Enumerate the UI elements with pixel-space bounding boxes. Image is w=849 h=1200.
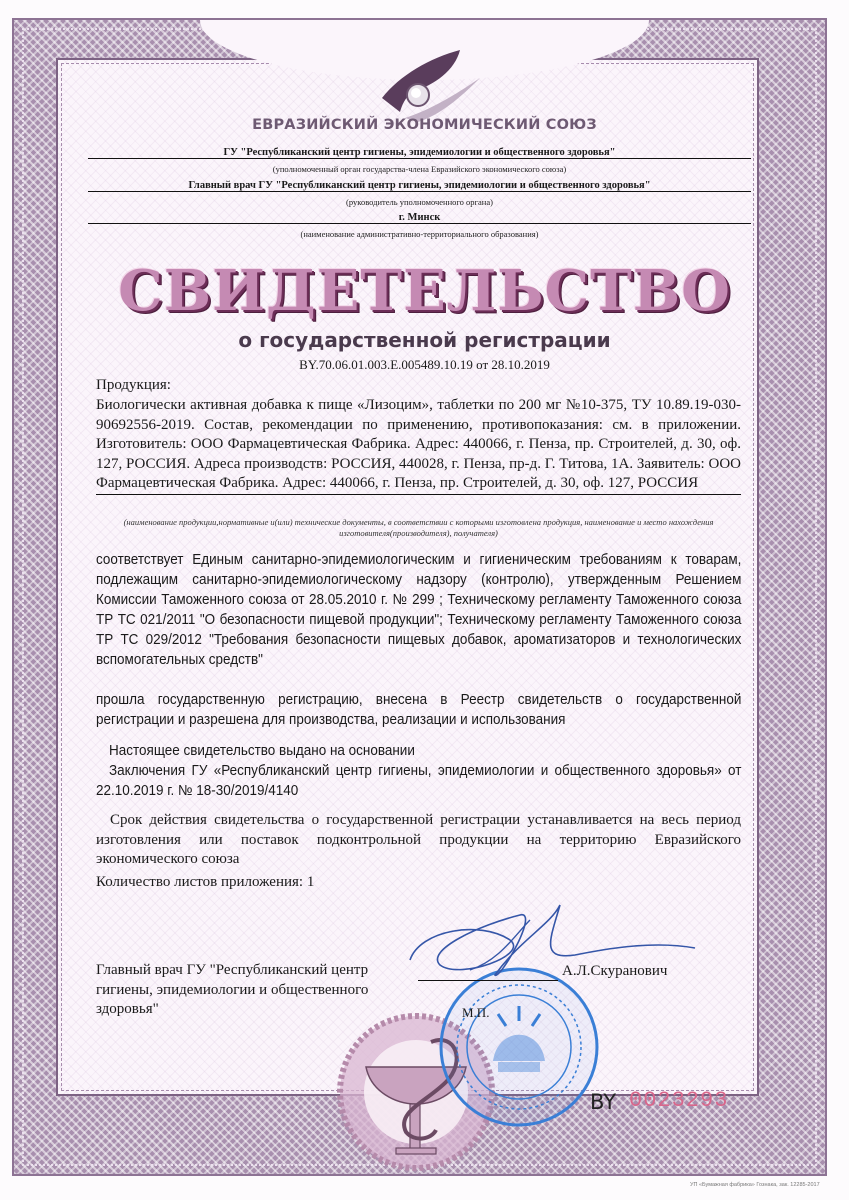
city-caption: (наименование административно-территориального образования) <box>300 229 539 239</box>
registration-number: BY.70.06.01.003.E.005489.10.19 от 28.10.2019 <box>299 357 550 372</box>
product-label: Продукция: <box>96 377 171 393</box>
validity-text: Срок действия свидетельства о государственной регистрации устанавливается на весь период изготовления или поставок подконтрольной продукции на территорию Евразийского экономического союза <box>96 812 741 867</box>
signatory-position: Главный врач ГУ "Республиканский центр гигиены, эпидемиологии и общественного здоровья" <box>96 962 369 1017</box>
serial-prefix: BY <box>590 1090 617 1114</box>
conformity-text: соответствует Единым санитарно-эпидемиологическим и гигиеническим требованиям к товарам, подлежащим санитарно-эпидемиологическому надзору (контролю), утвержденным Решением Комиссии Таможенного союза от 28.05.2010 г. № 299 ; Техническому регламенту Таможенного союза ТР ТС 021/2011 "О безопасности пищевой продукции"; Техническому регламенту Таможенного союза ТР ТС 029/2012 "Требования безопасности пищевых добавок, ароматизаторов и технологических вспомогательных средств" <box>96 552 742 668</box>
city-name: г. Минск <box>88 212 751 224</box>
head-name: Главный врач ГУ "Республиканский центр гигиены, эпидемиологии и общественного здоровья" <box>88 180 751 192</box>
signatory-name: А.Л.Скуранович <box>562 963 668 979</box>
authority-caption: (уполномоченный орган государства-члена Евразийского экономического союза) <box>272 164 567 174</box>
document-subtitle: о государственной регистрации <box>238 328 611 352</box>
organization-name: ЕВРАЗИЙСКИЙ ЭКОНОМИЧЕСКИЙ СОЮЗ <box>252 117 597 133</box>
document-title: СВИДЕТЕЛЬСТВО <box>118 258 731 324</box>
eaeu-logo-icon <box>360 40 490 120</box>
serial-number: 0023293 <box>629 1088 729 1113</box>
printer-note: УП «Бумажная фабрика» Гознака, зак. 12285-2017 <box>690 1182 820 1188</box>
registration-text: прошла государственную регистрацию, внесена в Реестр свидетельств о государственной регистрации и разрешена для производства, реализации и использования <box>96 692 742 728</box>
product-caption: (наименование продукции,нормативные и(или) технические документы, в соответствии с которыми изготовлена продукция, наименование и место нахождения изготовителя(производителя), получателя) <box>123 517 714 538</box>
handwritten-signature-icon <box>400 900 700 1000</box>
appendix-sheets: Количество листов приложения: 1 <box>96 874 315 890</box>
seal-label: М.П. <box>462 1005 490 1020</box>
authority-name: ГУ "Республиканский центр гигиены, эпидемиологии и общественного здоровья" <box>88 147 751 159</box>
basis-line-1: Настоящее свидетельство выдано на основании <box>109 743 415 759</box>
signature-line <box>418 980 558 981</box>
head-caption: (руководитель уполномоченного органа) <box>346 197 493 207</box>
product-description: Биологически активная добавка к пище «Лизоцим», таблетки по 200 мг №10-375, ТУ 10.89.19-030-90692556-2019. Состав, рекомендации по применению, противопоказания: см. в приложении. Изготовитель: ООО Фармацевтическая Фабрика. Адрес: 440066, г. Пенза, пр. Строителей, д. 30, оф. 127, РОССИЯ. Адреса производств: РОССИЯ, 440028, г. Пенза, пр-д. Г. Титова, 1А. Заявитель: ООО Фармацевтическая Фабрика. Адрес: 440066, г. Пенза, пр. Строителей, д. 30, оф. 127, РОССИЯ <box>96 396 741 495</box>
basis-line-2: Заключения ГУ «Республиканский центр гигиены, эпидемиологии и общественного здоровья» от 22.10.2019 г. № 18-30/2019/4140 <box>96 763 742 799</box>
